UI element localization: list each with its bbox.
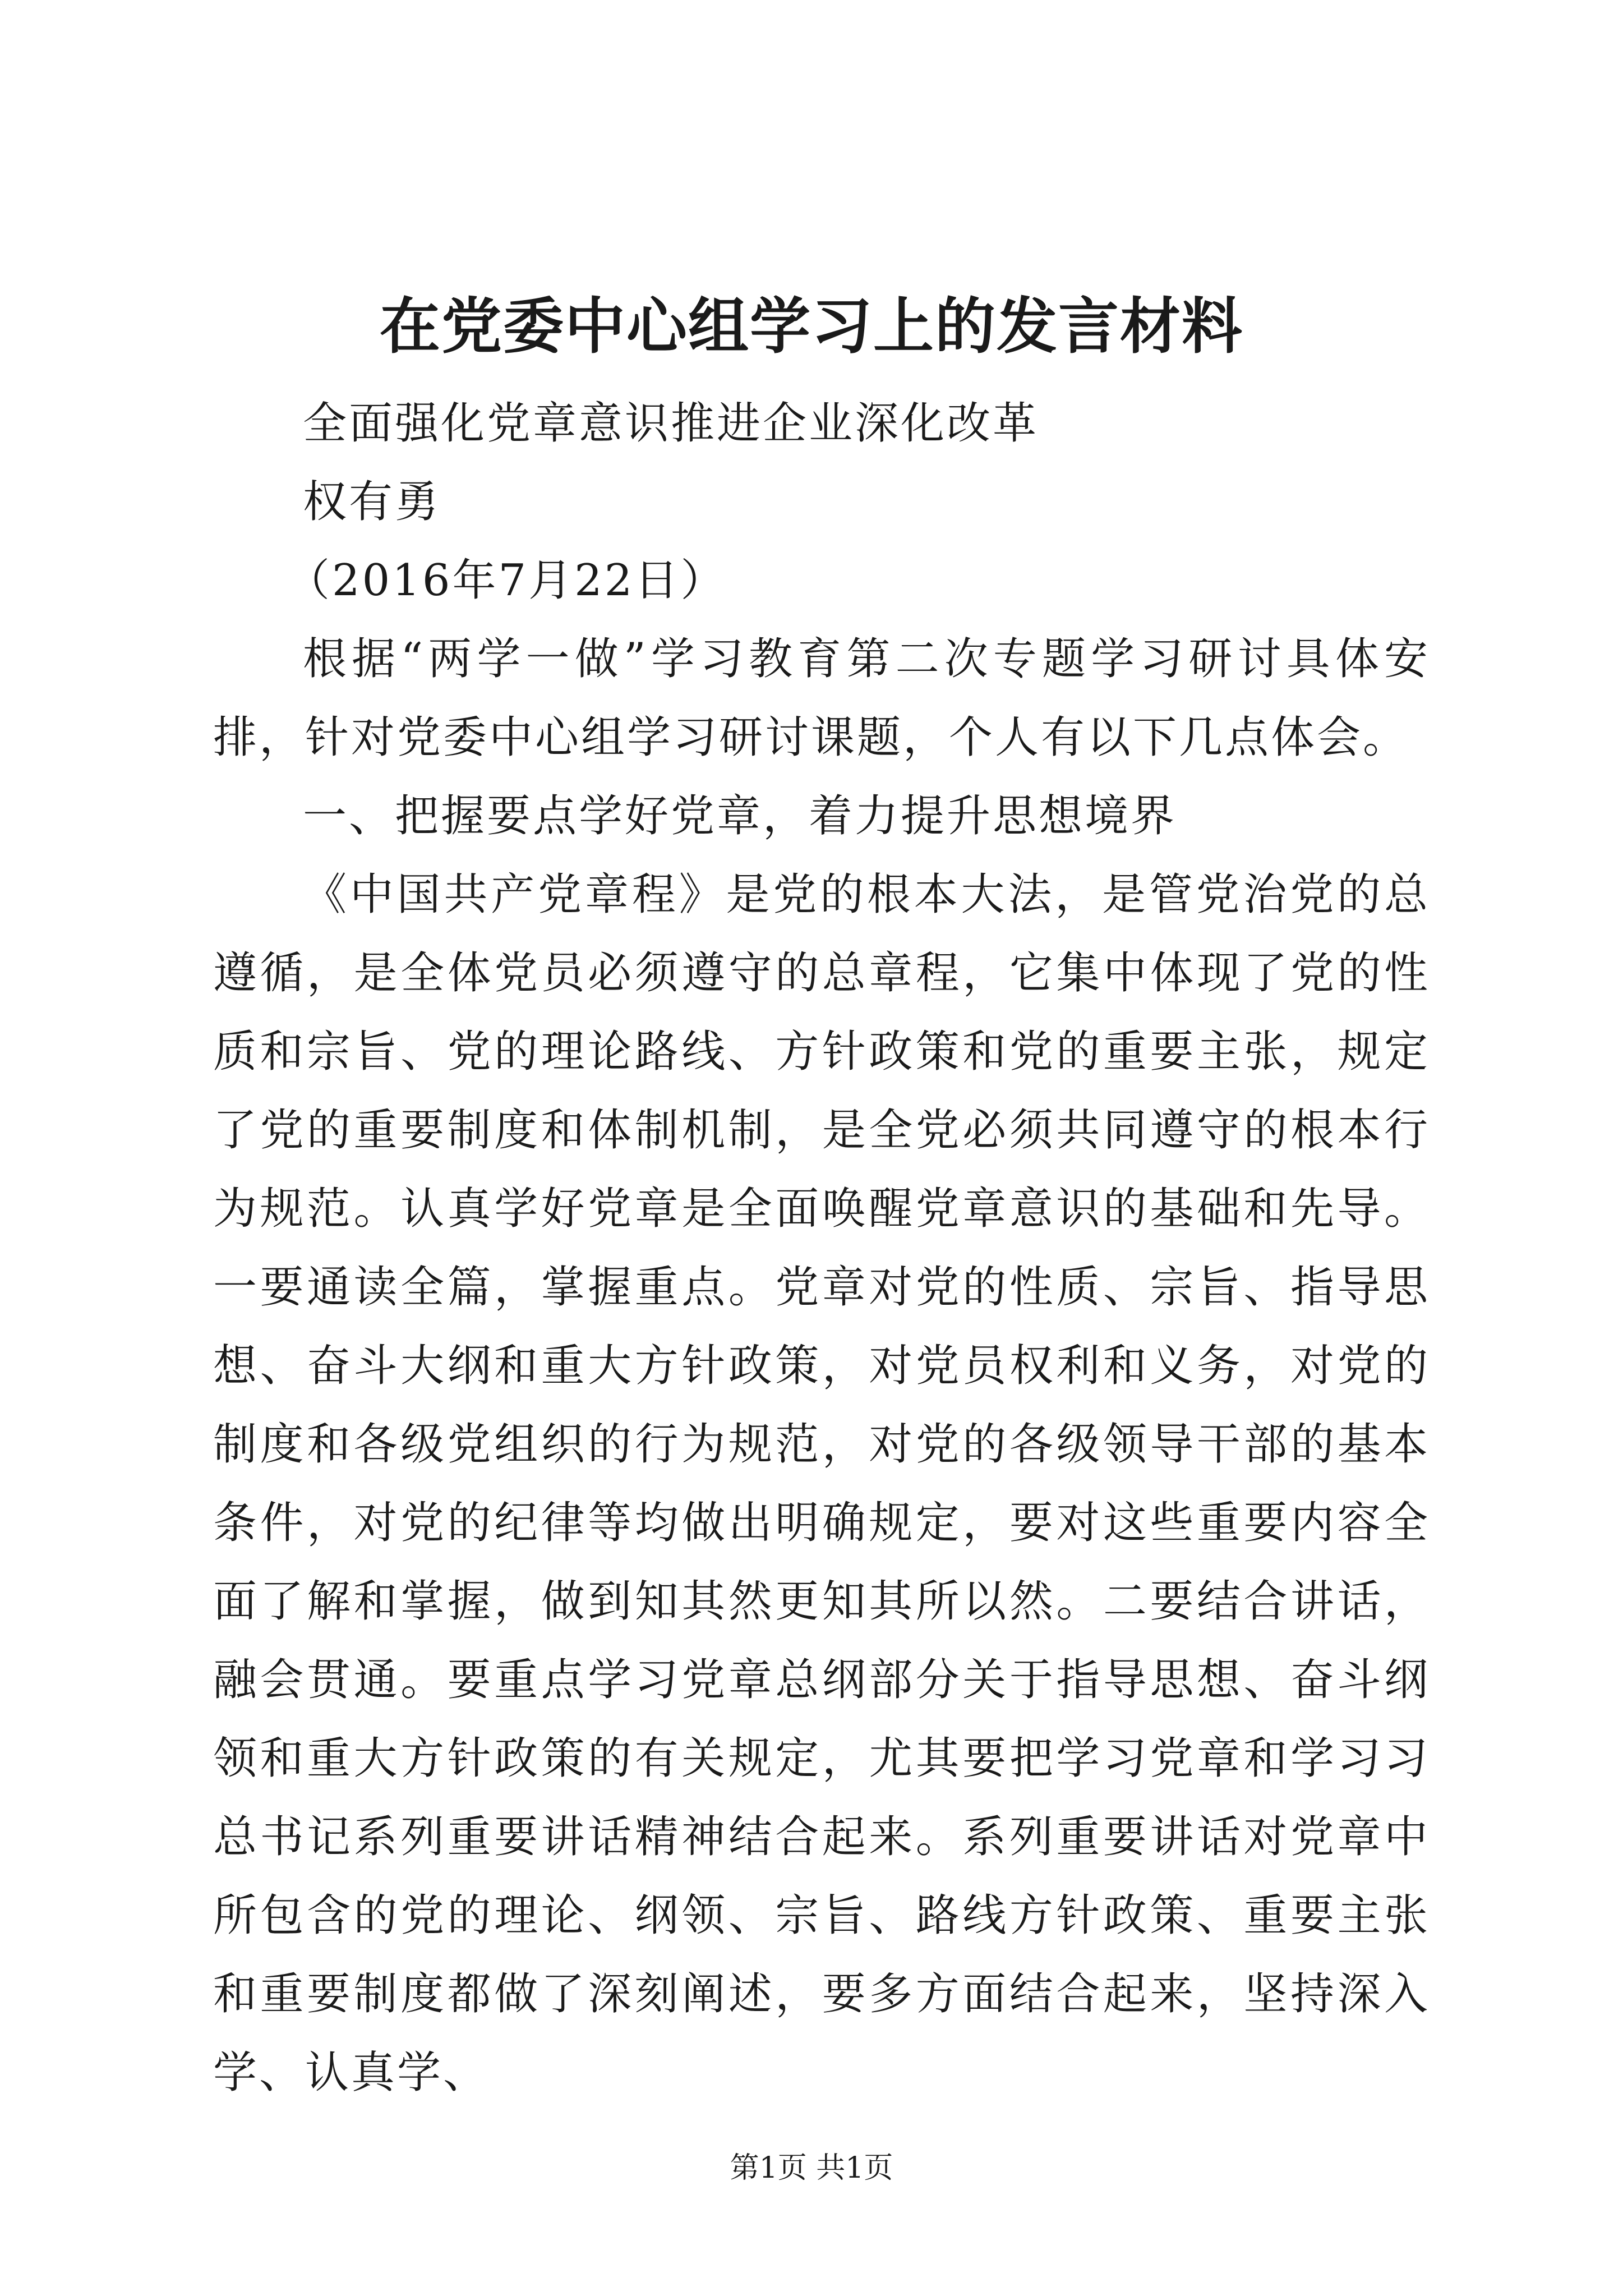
- document-date: （2016年7月22日）: [286, 555, 727, 606]
- document-title: 在党委中心组学习上的发言材料: [379, 291, 1243, 362]
- document-subtitle: 全面强化党章意识推进企业深化改革: [303, 398, 1039, 449]
- paragraph-body: 《中国共产党章程》是党的根本大法，是管党治党的总遵循，是全体党员必须遵守的总章程，它集中体现了党的性质和宗旨、党的理论路线、方针政策和党的重要主张，规定了党的重要制度和体制机制，是全党必须共同遵守的根本行为规范。认真学好党章是全面唤醒党章意识的基础和先导。一要通读全篇，掌握重点。党章对党的性质、宗旨、指导思想、奋斗大纲和重大方针政策，对党员权利和义务，对党的制度和各级党组织的行为规范，对党的各级领导干部的基本条件，对党的纪律等均做出明确规定，要对这些重要内容全面了解和掌握，做到知其然更知其所以然。二要结合讲话，融会贯通。要重点学习党章总纲部分关于指导思想、奋斗纲领和重大方针政策的有关规定，尤其要把学习党章和学习习总书记系列重要讲话精神结合起来。系列重要讲话对党章中所包含的党的理论、纲领、宗旨、路线方针政策、重要主张和重要制度都做了深刻阐述，要多方面结合起来，坚持深入学、认真学、: [213, 869, 1430, 2098]
- document-body: [213, 384, 1430, 2112]
- section-heading: 一、把握要点学好党章，着力提升思想境界: [303, 791, 1177, 841]
- paragraph-intro: 根据“两学一做”学习教育第二次专题学习研讨具体安排，针对党委中心组学习研讨课题，个人有以下几点体会。: [213, 634, 1430, 763]
- page-footer: 第1页 共1页: [730, 2151, 893, 2185]
- document-author: 权有勇: [303, 477, 441, 527]
